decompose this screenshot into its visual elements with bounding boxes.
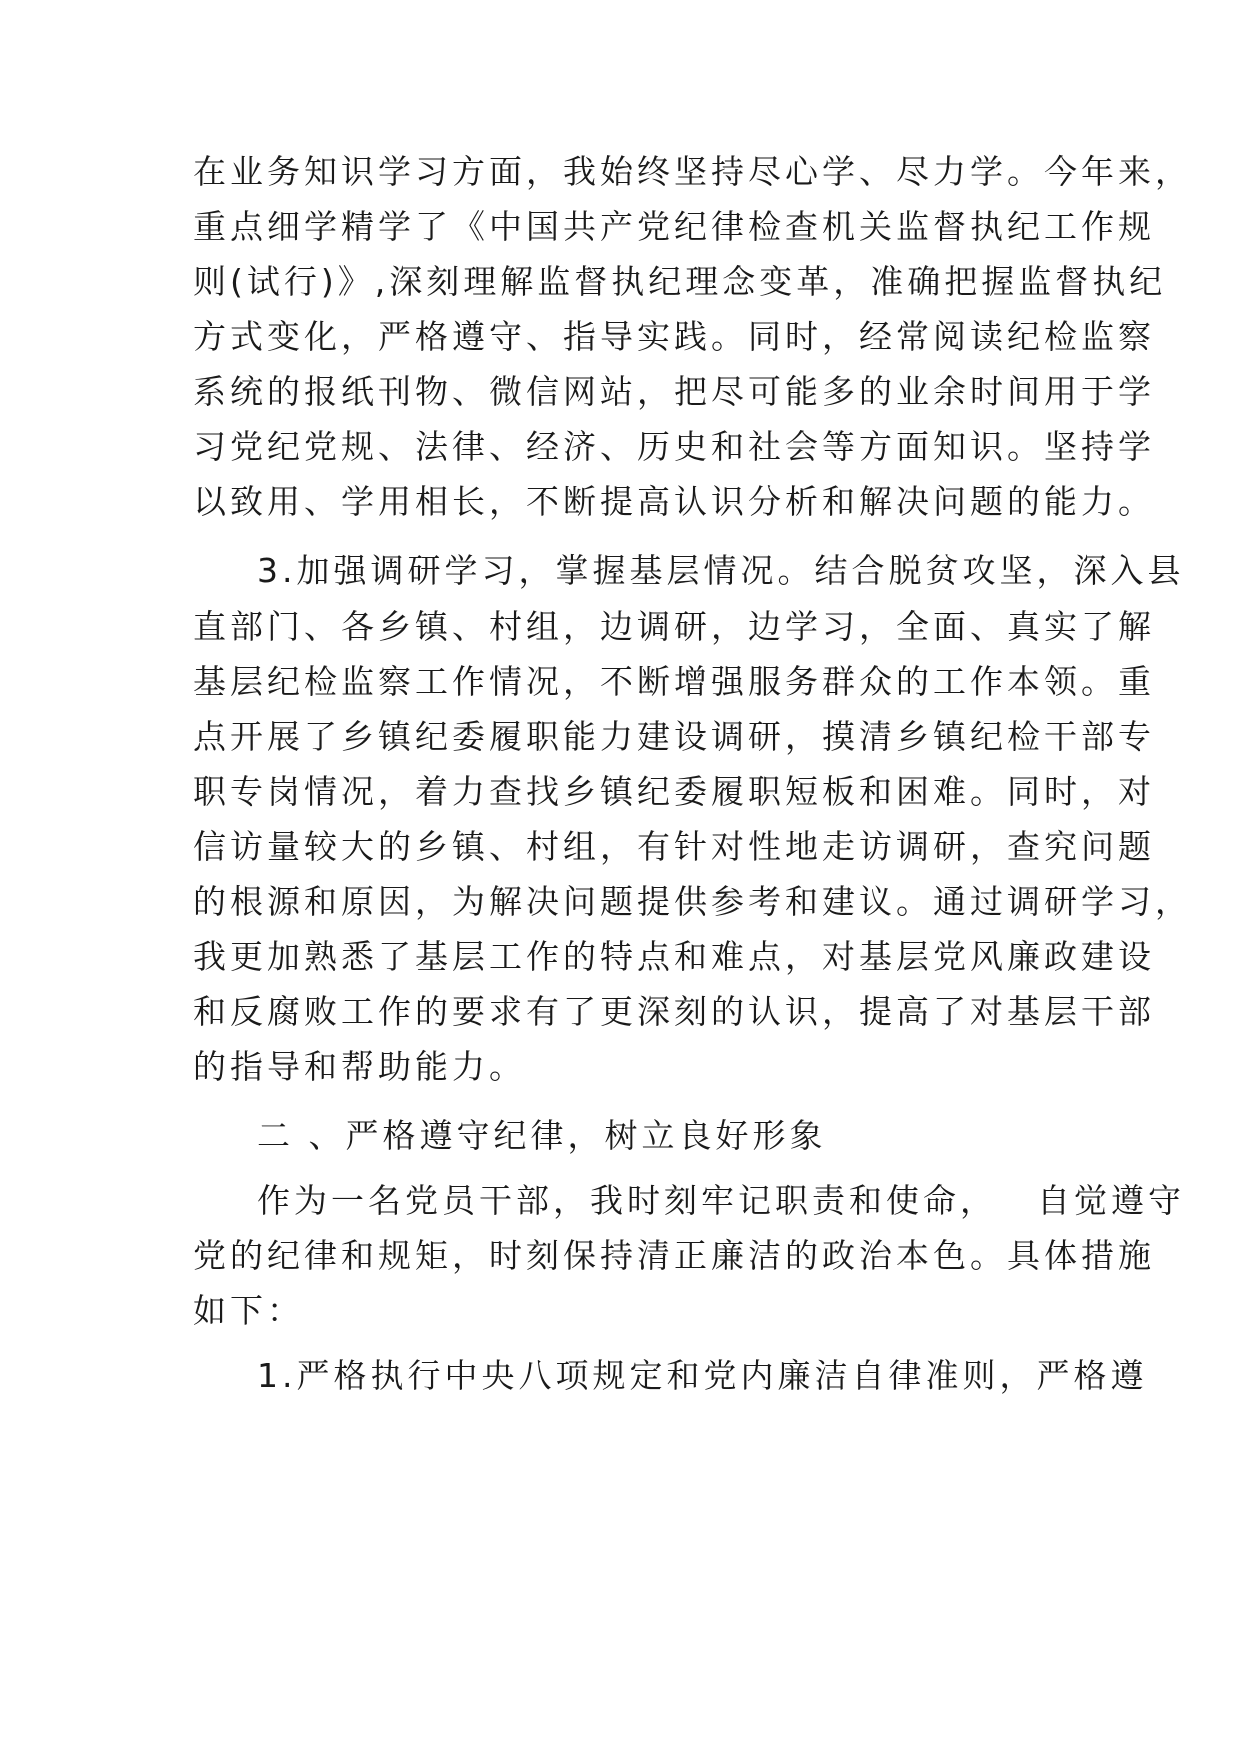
paragraph-2-line-3: 基层纪检监察工作情况，不断增强服务群众的工作本领。重	[193, 662, 1155, 701]
paragraph-2-line-9: 和反腐败工作的要求有了更深刻的认识，提高了对基层干部	[193, 992, 1155, 1031]
paragraph-1-line-5: 系统的报纸刊物、微信网站，把尽可能多的业余时间用于学	[193, 372, 1155, 411]
paragraph-2-line-8: 我更加熟悉了基层工作的特点和难点，对基层党风廉政建设	[193, 937, 1155, 976]
paragraph-2-line-5: 职专岗情况，着力查找乡镇纪委履职短板和困难。同时，对	[193, 772, 1155, 811]
paragraph-1-line-7: 以致用、学用相长，不断提高认识分析和解决问题的能力。	[193, 482, 1155, 521]
paragraph-4-line-1: 1.严格执行中央八项规定和党内廉洁自律准则，严格遵	[257, 1356, 1148, 1395]
paragraph-3-line-1-part-a: 作为一名党员干部，我时刻牢记职责和使命，	[257, 1181, 997, 1220]
paragraph-2-line-10: 的指导和帮助能力。	[193, 1047, 526, 1086]
paragraph-1-line-6: 习党纪党规、法律、经济、历史和社会等方面知识。坚持学	[193, 427, 1155, 466]
paragraph-1-line-3: 则(试行)》,深刻理解监督执纪理念变革，准确把握监督执纪	[193, 262, 1167, 301]
paragraph-3-line-1	[257, 1181, 1185, 1221]
section-heading-2: 二 、严格遵守纪律，树立良好形象	[257, 1116, 827, 1155]
paragraph-1-line-1: 在业务知识学习方面，我始终坚持尽心学、尽力学。今年来，	[193, 152, 1192, 191]
paragraph-1-line-4: 方式变化，严格遵守、指导实践。同时，经常阅读纪检监察	[193, 317, 1155, 356]
paragraph-2-line-7: 的根源和原因，为解决问题提供参考和建议。通过调研学习，	[193, 882, 1192, 921]
paragraph-2-line-4: 点开展了乡镇纪委履职能力建设调研，摸清乡镇纪检干部专	[193, 717, 1155, 756]
paragraph-2-line-2: 直部门、各乡镇、村组，边调研，边学习，全面、真实了解	[193, 607, 1155, 646]
paragraph-3-line-2: 党的纪律和规矩，时刻保持清正廉洁的政治本色。具体措施	[193, 1236, 1155, 1275]
paragraph-2-line-1: 3.加强调研学习，掌握基层情况。结合脱贫攻坚，深入县	[257, 551, 1185, 590]
paragraph-2-line-6: 信访量较大的乡镇、村组，有针对性地走访调研，查究问题	[193, 827, 1155, 866]
paragraph-1-line-2: 重点细学精学了《中国共产党纪律检查机关监督执纪工作规	[193, 207, 1155, 246]
paragraph-3-line-3: 如下：	[193, 1291, 304, 1330]
paragraph-3-line-1-part-b: 自觉遵守	[1037, 1181, 1185, 1220]
